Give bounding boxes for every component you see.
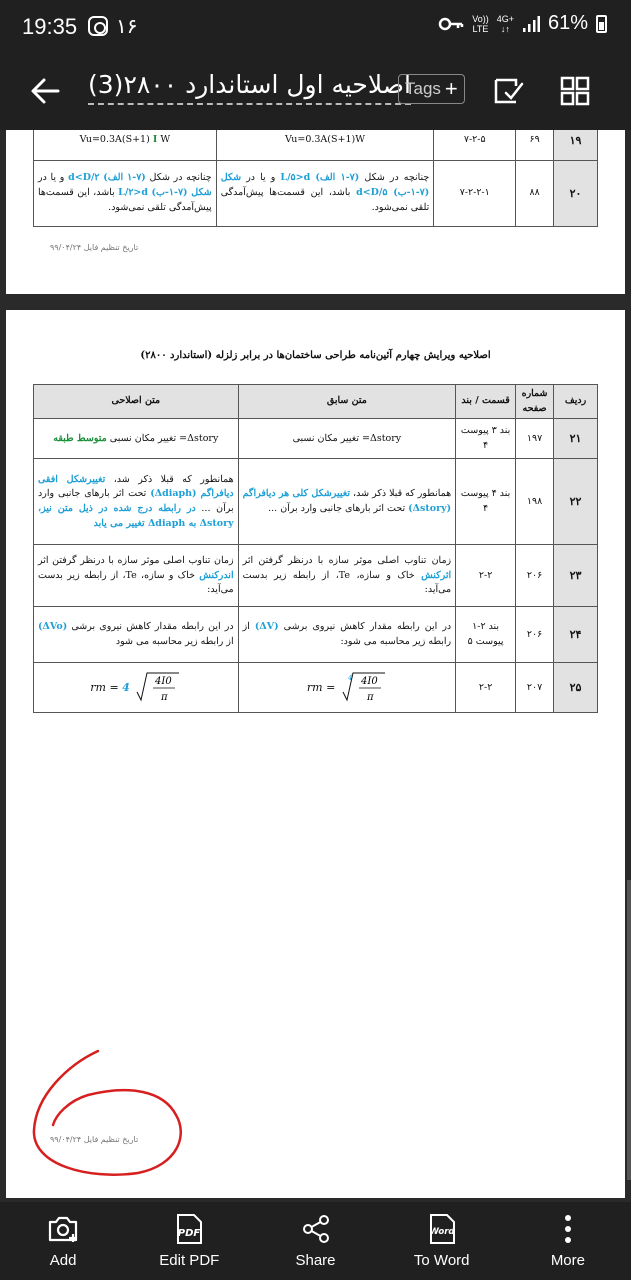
to-word-label: To Word bbox=[413, 1252, 470, 1269]
page-number: ۱۹۸ bbox=[516, 459, 554, 545]
new-text-cell: زمان تناوب اصلی موثر سازه با درنظر گرفتن اثر اندرکنش خاک و سازه، Te، از رابطه زیر بدست می‌آید: bbox=[34, 545, 239, 607]
section-cell: بند ۲-۱ پیوست ۵ bbox=[456, 607, 516, 663]
old-text-cell: Δstory= تغییر مکان نسبی bbox=[238, 419, 456, 459]
more-button[interactable] bbox=[505, 1202, 631, 1280]
grid-view-icon[interactable] bbox=[558, 74, 592, 108]
signal-icon bbox=[522, 15, 540, 33]
header-row: ردیف bbox=[554, 385, 598, 419]
old-text-cell bbox=[216, 130, 434, 161]
more-label: More bbox=[550, 1252, 585, 1269]
old-text-cell: چنانچه در شکل (۷-۱ الف) L/۵>d و یا در شکل (۷-۱-ب) d<D/۵ باشد، این قسمت‌ها پیش‌آمدگی تلقی نمی‌شود. bbox=[216, 161, 434, 227]
edit-check-icon[interactable] bbox=[492, 74, 526, 108]
new-formula: rm = 4 4I0 π bbox=[90, 672, 181, 704]
header-old-text: متن سابق bbox=[238, 385, 456, 419]
table-row bbox=[34, 161, 598, 227]
key-icon bbox=[438, 16, 464, 32]
pdf-page bbox=[6, 310, 625, 1198]
header-page: شماره صفحه bbox=[516, 385, 554, 419]
tags-label: Tags bbox=[405, 79, 441, 98]
word-icon bbox=[425, 1212, 459, 1246]
page-title: اصلاحیه ویرایش چهارم آئین‌نامه طراحی ساختمان‌ها در برابر زلزله (استاندارد ۲۸۰۰) bbox=[140, 350, 491, 361]
page-number: ۲۰۶ bbox=[516, 545, 554, 607]
add-button[interactable] bbox=[0, 1202, 126, 1280]
table-row bbox=[34, 130, 598, 161]
4g-indicator: 4G+ ↓↑ bbox=[496, 13, 514, 34]
row-number: ۲۲ bbox=[554, 459, 598, 545]
new-text-cell: چنانچه در شکل (۷-۱ الف) d<D/۲ و یا در شکل (۷-۱-ب) L/۲>d باشد، این قسمت‌ها پیش‌آمدگی تلقی نمی‌شود. bbox=[34, 161, 217, 227]
table-row bbox=[34, 419, 598, 459]
new-formula: Vu=0.3A(S+1) I W bbox=[79, 134, 171, 146]
table-header-row bbox=[34, 385, 598, 419]
table-row bbox=[34, 607, 598, 663]
table-row bbox=[34, 545, 598, 607]
new-text-cell: در این رابطه مقدار کاهش نیروی برشی (ΔVo) از رابطه زیر محاسبه می شود bbox=[34, 607, 239, 663]
plus-icon: + bbox=[444, 76, 458, 101]
old-formula: rm = 4 4I0 π bbox=[307, 672, 387, 704]
instagram-icon bbox=[88, 16, 108, 36]
tags-button[interactable] bbox=[398, 74, 465, 104]
status-bar bbox=[0, 0, 631, 58]
new-formula-cell bbox=[34, 663, 239, 713]
file-date-footnote: تاریخ تنظیم فایل ۹۹/۰۴/۲۴ bbox=[50, 243, 139, 252]
corrections-table bbox=[33, 384, 598, 713]
back-arrow-icon[interactable] bbox=[28, 74, 62, 108]
pdf-viewer[interactable] bbox=[0, 130, 631, 1202]
section-cell: ۷-۲-۵ bbox=[434, 130, 516, 161]
battery-icon bbox=[596, 15, 607, 33]
page-number: ۱۹۷ bbox=[516, 419, 554, 459]
new-text-cell: همانطور که قبلا ذکر شد، تغییرشکل افقی دیافراگم (Δdiaph) تحت اثر بارهای جانبی وارد برآن ... در رابطه درج شده در ذیل متن نیز، Δstory به Δdiaph تغییر می یابد bbox=[34, 459, 239, 545]
fraction-denominator: π bbox=[366, 691, 374, 703]
share-icon bbox=[299, 1212, 333, 1246]
corrections-table bbox=[33, 130, 598, 227]
svg-text:PDF: PDF bbox=[178, 1228, 201, 1239]
row-number: ۲۳ bbox=[554, 545, 598, 607]
bottom-toolbar bbox=[0, 1202, 631, 1280]
more-vertical-icon bbox=[551, 1212, 585, 1246]
page-number: ۸۸ bbox=[516, 161, 554, 227]
section-cell: ۲-۲ bbox=[456, 545, 516, 607]
row-number: ۲۰ bbox=[554, 161, 598, 227]
row-number: ۱۹ bbox=[554, 130, 598, 161]
edit-pdf-button[interactable] bbox=[126, 1202, 252, 1280]
table-row bbox=[34, 459, 598, 545]
battery-percent: 61% bbox=[547, 12, 588, 34]
fraction-numerator: 4I0 bbox=[360, 675, 378, 687]
scrollbar[interactable] bbox=[627, 880, 631, 1180]
new-text-cell bbox=[34, 130, 217, 161]
old-formula: Vu=0.3A(S+1)W bbox=[284, 134, 365, 146]
red-annotation-circle[interactable] bbox=[28, 1045, 188, 1185]
old-text-cell: همانطور که قبلا ذکر شد، تغییرشکل کلی هر دیافراگم (Δstory) تحت اثر بارهای جانبی وارد برآن ... bbox=[238, 459, 456, 545]
notification-count: ۱۶ bbox=[116, 14, 138, 38]
add-photo-icon bbox=[46, 1212, 80, 1246]
page-number: ۶۹ bbox=[516, 130, 554, 161]
section-cell: بند ۳ پیوست ۴ bbox=[456, 419, 516, 459]
row-number: ۲۴ bbox=[554, 607, 598, 663]
share-label: Share bbox=[295, 1252, 336, 1269]
page-number: ۲۰۶ bbox=[516, 607, 554, 663]
old-text-cell: در این رابطه مقدار کاهش نیروی برشی (ΔV) از رابطه زیر محاسبه می شود: bbox=[238, 607, 456, 663]
row-number: ۲۱ bbox=[554, 419, 598, 459]
app-bar bbox=[0, 58, 631, 130]
section-cell: بند ۴ پیوست ۴ bbox=[456, 459, 516, 545]
pdf-icon bbox=[172, 1212, 206, 1246]
edit-pdf-label: Edit PDF bbox=[159, 1252, 220, 1269]
share-button[interactable] bbox=[252, 1202, 378, 1280]
row-number: ۲۵ bbox=[554, 663, 598, 713]
header-new-text: متن اصلاحی bbox=[34, 385, 239, 419]
old-formula-cell bbox=[238, 663, 456, 713]
fraction-denominator: π bbox=[161, 691, 168, 703]
clock: 19:35 bbox=[22, 14, 78, 39]
to-word-button[interactable] bbox=[379, 1202, 505, 1280]
table-row bbox=[34, 663, 598, 713]
file-date-footnote: تاریخ تنظیم فایل ۹۹/۰۴/۲۴ bbox=[50, 1135, 139, 1144]
section-cell: ۲-۲ bbox=[456, 663, 516, 713]
pdf-page bbox=[6, 130, 625, 294]
add-label: Add bbox=[49, 1252, 77, 1269]
volte-indicator: Vo)) LTE bbox=[472, 13, 489, 34]
old-text-cell: زمان تناوب اصلی موثر سازه با درنظر گرفتن اثر اثرکنش خاک و سازه، Te، از رابطه زیر بدست می‌آید: bbox=[238, 545, 456, 607]
section-cell: ۷-۲-۲-۱ bbox=[434, 161, 516, 227]
document-title[interactable]: اصلاحیه اول استاندارد ۲۸۰۰(3) bbox=[88, 70, 411, 105]
page-number: ۲۰۷ bbox=[516, 663, 554, 713]
svg-text:Word: Word bbox=[429, 1227, 455, 1237]
new-text-cell: Δstory= تغییر مکان نسبی متوسط طبقه bbox=[34, 419, 239, 459]
fraction-numerator: 4I0 bbox=[155, 675, 173, 687]
old-root-index: 4 bbox=[347, 673, 353, 682]
system-icons bbox=[438, 12, 607, 35]
header-section: قسمت / بند bbox=[456, 385, 516, 419]
